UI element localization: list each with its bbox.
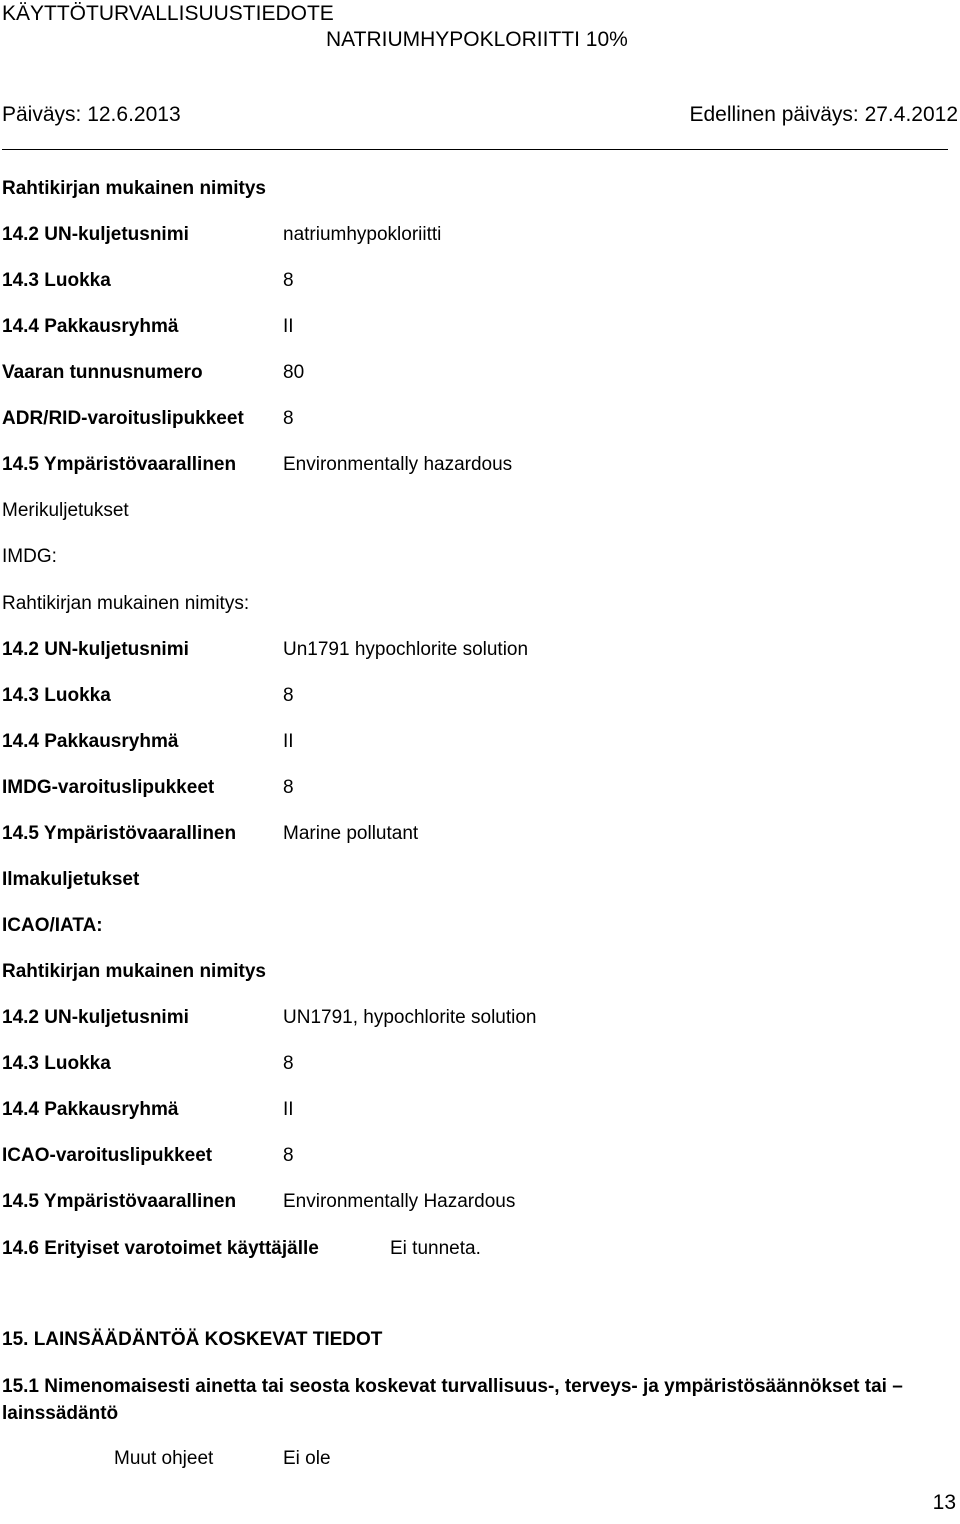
adr-packing-group-label: 14.4 Pakkausryhmä bbox=[2, 316, 179, 337]
air-environmental-value: Environmentally Hazardous bbox=[283, 1191, 516, 1212]
sea-code: IMDG: bbox=[2, 546, 57, 567]
adr-hazard-number-value: 80 bbox=[283, 362, 305, 383]
air-un-name-label: 14.2 UN-kuljetusnimi bbox=[2, 1007, 189, 1028]
page-number: 13 bbox=[932, 1491, 956, 1514]
section-15-1-title-line1: 15.1 Nimenomaisesti ainetta tai seosta koskevat turvallisuus-, terveys- ja ympäristösäännökset tai – bbox=[2, 1376, 903, 1397]
issue-date: Päiväys: 12.6.2013 bbox=[2, 103, 181, 126]
sea-environmental-label: 14.5 Ympäristövaarallinen bbox=[2, 823, 237, 844]
air-environmental-label: 14.5 Ympäristövaarallinen bbox=[2, 1191, 237, 1212]
adr-shipping-name-heading: Rahtikirjan mukainen nimitys bbox=[2, 178, 266, 199]
adr-un-name-label: 14.2 UN-kuljetusnimi bbox=[2, 224, 189, 245]
air-transport-heading: Ilmakuljetukset bbox=[2, 869, 140, 890]
document-type: KÄYTTÖTURVALLISUUSTIEDOTE bbox=[2, 2, 334, 25]
sea-environmental-value: Marine pollutant bbox=[283, 823, 419, 844]
air-packing-group-label: 14.4 Pakkausryhmä bbox=[2, 1099, 179, 1120]
sea-class-label: 14.3 Luokka bbox=[2, 685, 111, 706]
adr-un-name-value: natriumhypokloriitti bbox=[283, 224, 442, 245]
sea-packing-group-value: II bbox=[283, 731, 294, 752]
sea-packing-group-label: 14.4 Pakkausryhmä bbox=[2, 731, 179, 752]
adr-class-value: 8 bbox=[283, 270, 294, 291]
special-precautions-label: 14.6 Erityiset varotoimet käyttäjälle bbox=[2, 1238, 319, 1259]
air-warning-labels-value: 8 bbox=[283, 1145, 294, 1166]
air-shipping-name-heading: Rahtikirjan mukainen nimitys bbox=[2, 961, 266, 982]
adr-warning-labels-value: 8 bbox=[283, 408, 294, 429]
other-instructions-label: Muut ohjeet bbox=[114, 1448, 214, 1469]
section-15-title: 15. LAINSÄÄDÄNTÖÄ KOSKEVAT TIEDOT bbox=[2, 1329, 383, 1350]
air-class-value: 8 bbox=[283, 1053, 294, 1074]
air-code: ICAO/IATA: bbox=[2, 915, 103, 936]
sea-class-value: 8 bbox=[283, 685, 294, 706]
air-class-label: 14.3 Luokka bbox=[2, 1053, 111, 1074]
adr-environmental-label: 14.5 Ympäristövaarallinen bbox=[2, 454, 237, 475]
sea-warning-labels-label: IMDG-varoituslipukkeet bbox=[2, 777, 215, 798]
other-instructions-value: Ei ole bbox=[283, 1448, 331, 1469]
adr-warning-labels-label: ADR/RID-varoituslipukkeet bbox=[2, 408, 244, 429]
air-un-name-value: UN1791, hypochlorite solution bbox=[283, 1007, 537, 1028]
sea-un-name-value: Un1791 hypochlorite solution bbox=[283, 639, 529, 660]
adr-class-label: 14.3 Luokka bbox=[2, 270, 111, 291]
sea-warning-labels-value: 8 bbox=[283, 777, 294, 798]
sea-un-name-label: 14.2 UN-kuljetusnimi bbox=[2, 639, 189, 660]
air-packing-group-value: II bbox=[283, 1099, 294, 1120]
adr-hazard-number-label: Vaaran tunnusnumero bbox=[2, 362, 203, 383]
adr-environmental-value: Environmentally hazardous bbox=[283, 454, 513, 475]
special-precautions-value: Ei tunneta. bbox=[390, 1238, 481, 1259]
sea-shipping-name-heading: Rahtikirjan mukainen nimitys: bbox=[2, 593, 250, 614]
previous-date: Edellinen päiväys: 27.4.2012 bbox=[689, 103, 958, 126]
header-divider bbox=[2, 149, 948, 150]
adr-packing-group-value: II bbox=[283, 316, 294, 337]
product-name: NATRIUMHYPOKLORIITTI 10% bbox=[326, 28, 628, 51]
section-15-1-title-line2: lainssädäntö bbox=[2, 1403, 119, 1424]
sea-transport-heading: Merikuljetukset bbox=[2, 500, 129, 521]
air-warning-labels-label: ICAO-varoituslipukkeet bbox=[2, 1145, 213, 1166]
